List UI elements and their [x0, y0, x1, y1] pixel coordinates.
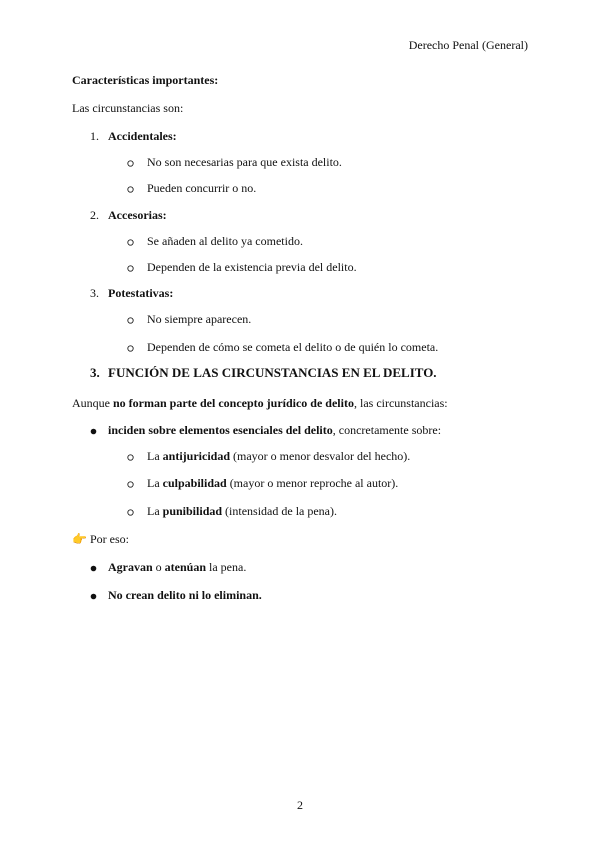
element-item: La culpabilidad (mayor o menor reproche al autor).	[127, 476, 398, 490]
element-item: La punibilidad (intensidad de la pena).	[127, 504, 337, 518]
circle-bullet-icon	[127, 312, 138, 323]
section-heading: Características importantes:	[72, 73, 219, 87]
circle-bullet-icon	[127, 476, 138, 487]
bullet-icon	[90, 588, 108, 602]
function-paragraph: Aunque no forman parte del concepto jurídico de delito, las circunstancias:	[72, 396, 448, 410]
circle-bullet-icon	[127, 234, 138, 245]
circle-bullet-icon	[127, 504, 138, 515]
list-item-type-1: 1. Accidentales:	[90, 129, 177, 143]
sub-item: Se añaden al delito ya cometido.	[127, 234, 303, 248]
sub-item: Pueden concurrir o no.	[127, 181, 256, 195]
page-header: Derecho Penal (General)	[408, 38, 528, 52]
bullet-item-inciden: inciden sobre elementos esenciales del delito, concretamente sobre:	[90, 423, 441, 437]
bullet-icon	[90, 560, 108, 574]
circle-bullet-icon	[127, 181, 138, 192]
sub-item: Dependen de la existencia previa del delito.	[127, 260, 357, 274]
therefore-line: 👉 Por eso:	[72, 532, 129, 546]
pointing-hand-icon: 👉	[72, 532, 87, 546]
sub-item: Dependen de cómo se cometa el delito o de quién lo cometa.	[127, 340, 438, 354]
circle-bullet-icon	[127, 449, 138, 460]
circle-bullet-icon	[127, 340, 138, 351]
bullet-icon	[90, 423, 108, 437]
section-3-heading: 3. FUNCIÓN DE LAS CIRCUNSTANCIAS EN EL DELITO.	[90, 365, 437, 380]
effect-item: Agravan o atenúan la pena.	[90, 560, 246, 574]
page-number: 2	[297, 798, 303, 812]
circle-bullet-icon	[127, 155, 138, 166]
list-item-type-2: 2. Accesorias:	[90, 208, 167, 222]
effect-item: No crean delito ni lo eliminan.	[90, 588, 262, 602]
sub-item: No son necesarias para que exista delito.	[127, 155, 342, 169]
circle-bullet-icon	[127, 260, 138, 271]
element-item: La antijuricidad (mayor o menor desvalor del hecho).	[127, 449, 410, 463]
sub-item: No siempre aparecen.	[127, 312, 251, 326]
list-item-type-3: 3. Potestativas:	[90, 286, 174, 300]
intro-text: Las circunstancias son:	[72, 101, 184, 115]
